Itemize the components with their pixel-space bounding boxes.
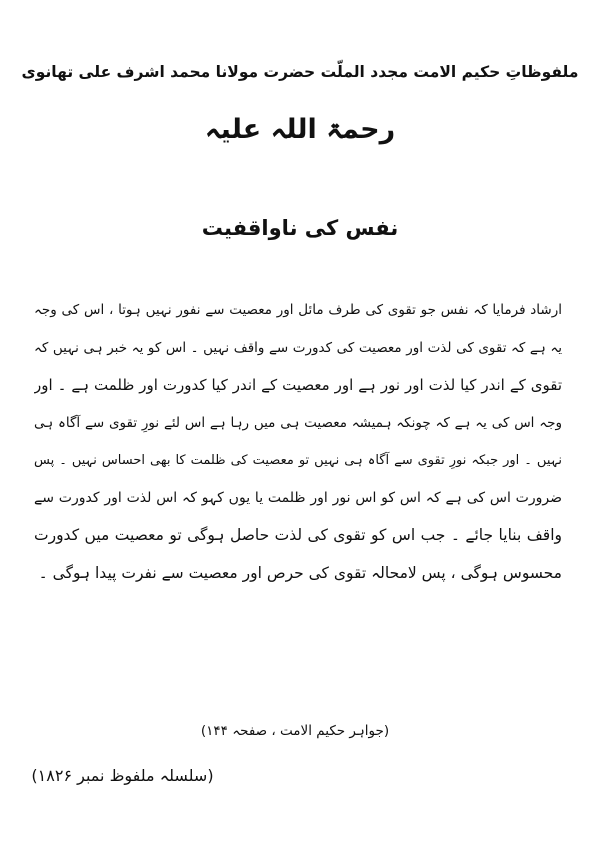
document-title-honorific: رحمۃ اللہ علیہ (204, 114, 396, 145)
source-reference: (جواہر حکیم الامت ، صفحہ ۱۴۴) (200, 723, 390, 739)
body-line: محسوس ہوگی ، پس لامحالہ تقوی کی حرص اور معصیت سے نفرت پیدا ہوگی ۔ (38, 563, 562, 582)
section-heading: نفس کی ناواقفیت (201, 216, 399, 240)
body-line: نہیں ۔ اور جبکہ نورِ تقوی سے آگاہ ہی نہیں تو معصیت کی ظلمت کا بھی احساس نہیں ۔ پس (34, 453, 562, 468)
document-title: ملفوظاتِ حکیم الامت مجدد الملّت حضرت مولانا محمد اشرف علی تھانوی (21, 63, 579, 81)
body-line: یہ ہے کہ تقوی کی لذت اور معصیت کی کدورت سے واقف نہیں ۔ اس کو یہ خبر ہی نہیں کہ (34, 339, 562, 356)
body-line: تقوی کے اندر کیا لذت اور نور ہے اور معصیت کے اندر کیا کدورت اور ظلمت ہے ۔ اور (34, 376, 562, 394)
series-number: (سلسلہ ملفوظ نمبر ۱۸۲۶) (31, 766, 214, 785)
body-line: وجہ اس کی یہ ہے کہ چونکہ ہمیشہ معصیت ہی میں رہا ہے اس لئے نورِ تقوی سے آگاہ ہی (34, 414, 562, 431)
body-line: ضرورت اس کی ہے کہ اس کو اس نور اور ظلمت یا یوں کہو کہ اس لذت اور کدورت سے (34, 489, 562, 506)
body-text (34, 292, 562, 592)
body-line: ارشاد فرمایا کہ نفس جو تقوی کی طرف مائل اور معصیت سے نفور نہیں ہوتا ، اس کی وجہ (34, 302, 562, 318)
body-line: واقف بنایا جائے ۔ جب اس کو تقوی کی لذت حاصل ہوگی تو معصیت میں کدورت (34, 526, 562, 544)
